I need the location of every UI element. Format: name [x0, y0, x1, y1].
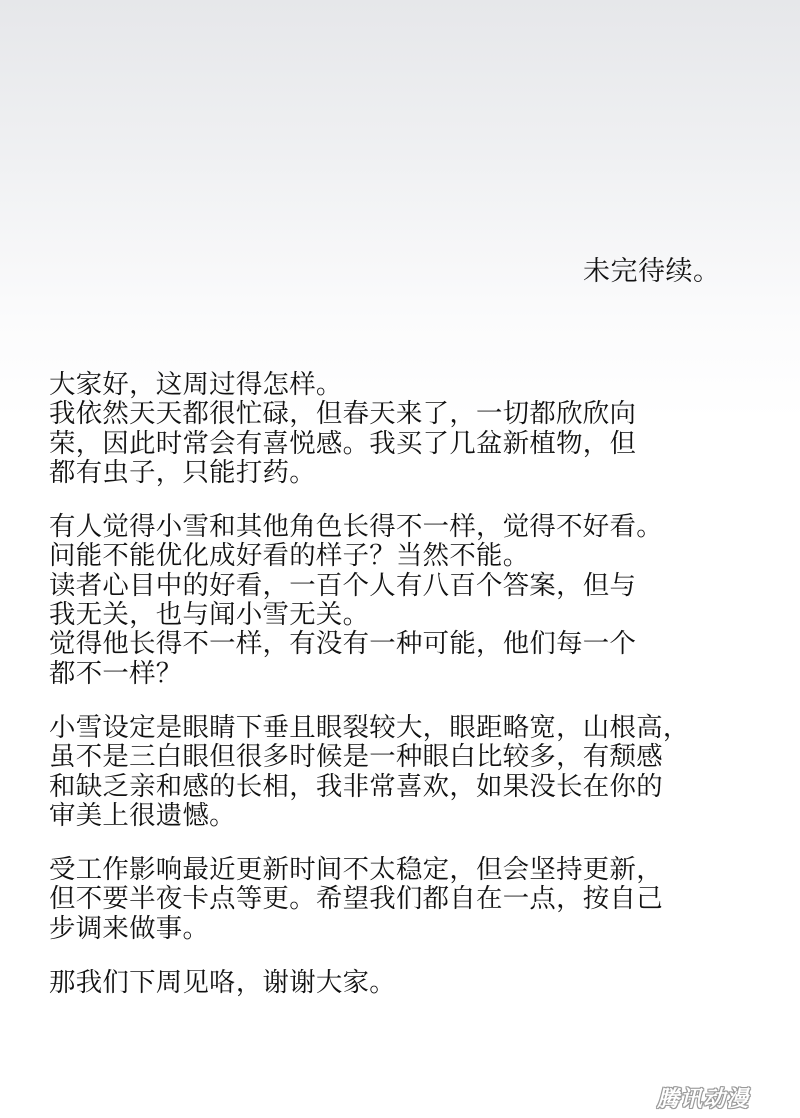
note-line: 但不要半夜卡点等更。希望我们都自在一点，按自己 — [49, 883, 663, 915]
note-line: 虽不是三白眼但很多时候是一种眼白比较多，有颓感 — [49, 741, 663, 773]
note-line: 都有虫子，只能打药。 — [49, 456, 316, 488]
note-paragraph — [49, 713, 779, 830]
note-line: 觉得他长得不一样，有没有一种可能，他们每一个 — [49, 628, 637, 660]
note-line: 和缺乏亲和感的长相，我非常喜欢，如果没长在你的 — [49, 770, 663, 802]
author-note — [49, 370, 779, 1022]
note-line: 荣，因此时常会有喜悦感。我买了几盆新植物，但 — [49, 427, 637, 459]
note-line: 受工作影响最近更新时间不太稳定，但会坚持更新， — [49, 854, 663, 886]
note-line: 问能不能优化成好看的样子？当然不能。 — [49, 540, 530, 572]
note-line: 大家好，这周过得怎样。 — [49, 369, 343, 400]
note-line: 小雪设定是眼睛下垂且眼裂较大，眼距略宽，山根高， — [49, 711, 690, 743]
to-be-continued-text: 未完待续。 — [583, 256, 721, 287]
note-line: 审美上很遗憾。 — [49, 799, 236, 831]
note-paragraph — [49, 855, 779, 943]
watermark-logo: 腾讯动漫 — [657, 1087, 750, 1112]
note-paragraph — [49, 968, 779, 997]
note-line: 我无关，也与闻小雪无关。 — [49, 599, 370, 631]
note-line: 有人觉得小雪和其他角色长得不一样，觉得不好看。 — [49, 511, 663, 543]
note-line: 步调来做事。 — [49, 912, 210, 944]
note-line: 都不一样？ — [49, 657, 183, 689]
note-paragraph — [49, 512, 779, 688]
note-line: 读者心目中的好看，一百个人有八百个答案，但与 — [49, 569, 637, 601]
note-paragraph — [49, 370, 779, 487]
note-line: 那我们下周见咯，谢谢大家。 — [49, 967, 396, 999]
note-line: 我依然天天都很忙碌，但春天来了，一切都欣欣向 — [49, 398, 637, 430]
